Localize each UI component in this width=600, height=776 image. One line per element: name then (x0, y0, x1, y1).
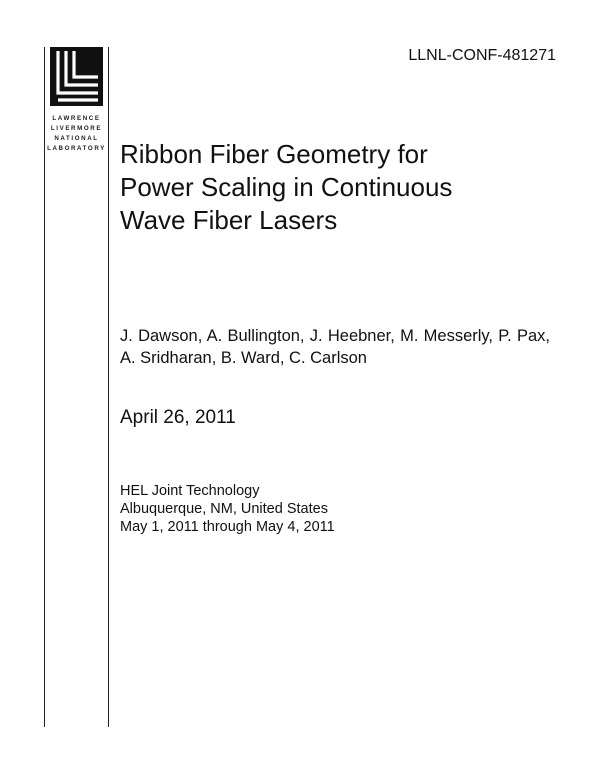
report-id: LLNL-CONF-481271 (408, 47, 556, 64)
title-line: Wave Fiber Lasers (120, 205, 338, 235)
conference-dates: May 1, 2011 through May 4, 2011 (120, 519, 335, 535)
laboratory-name (45, 114, 108, 154)
title-line: Power Scaling in Continuous (120, 172, 453, 202)
title-line: Ribbon Fiber Geometry for (120, 139, 428, 169)
right-margin-rule (108, 47, 109, 727)
conference-info (120, 482, 335, 536)
lab-name-line: LAWRENCE (52, 115, 101, 122)
lab-name-line: NATIONAL (54, 135, 99, 142)
lab-name-line: LABORATORY (47, 145, 106, 152)
lab-name-line: LIVERMORE (50, 125, 103, 132)
document-date: April 26, 2011 (120, 407, 236, 428)
conference-name: HEL Joint Technology (120, 483, 260, 499)
author-list: J. Dawson, A. Bullington, J. Heebner, M. Messerly, P. Pax, A. Sridharan, B. Ward, C. Carlson (120, 327, 550, 367)
llnl-logo-icon (50, 47, 103, 106)
conference-location: Albuquerque, NM, United States (120, 501, 328, 517)
document-title (120, 138, 560, 237)
